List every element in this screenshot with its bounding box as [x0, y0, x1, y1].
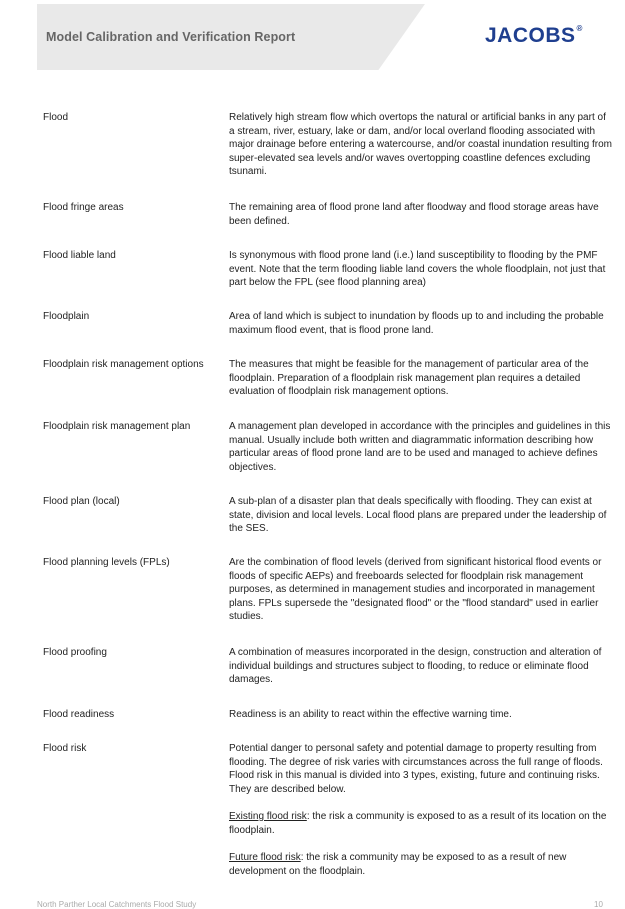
- glossary-term: Floodplain risk management options: [43, 359, 204, 370]
- future-flood-risk-label: Future flood risk: [229, 852, 301, 863]
- jacobs-logo: [485, 24, 583, 48]
- glossary-definition: The remaining area of flood prone land after floodway and flood storage areas have been defined.: [229, 202, 599, 227]
- logo-text: JACOBS: [485, 24, 576, 47]
- future-flood-risk-paragraph: [229, 851, 614, 878]
- logo-registered-mark: ®: [576, 24, 583, 33]
- existing-flood-risk-paragraph: [229, 810, 614, 837]
- glossary-definition: A sub-plan of a disaster plan that deals specifically with flooding. They can exist at state, division and local levels. Local flood plans are prepared under the leadership of the SES.: [229, 496, 607, 534]
- existing-flood-risk-text: : the risk a community is exposed to as a result of its location on the floodplain.: [229, 811, 607, 836]
- glossary-term: Flood proofing: [43, 647, 107, 658]
- glossary-definition-block: [229, 742, 614, 878]
- document-title: Model Calibration and Verification Report: [46, 30, 296, 44]
- glossary-term: Flood readiness: [43, 709, 115, 720]
- future-flood-risk-text: : the risk a community may be exposed to as a result of new development on the floodplain.: [229, 852, 567, 877]
- glossary-term: Flood planning levels (FPLs): [43, 557, 170, 568]
- glossary-definition: Potential danger to personal safety and potential damage to property resulting from flooding. The degree of risk varies with circumstances across the full range of floods. Flood risk in this manual is divided into 3 types, existing, future and continuing risks. They are described below.: [229, 743, 603, 795]
- glossary-term: Floodplain: [43, 311, 90, 322]
- glossary-definition: Area of land which is subject to inundation by floods up to and including the probable maximum flood event, that is flood prone land.: [229, 311, 604, 336]
- glossary-definition: A combination of measures incorporated in the design, construction and alteration of individual buildings and structures subject to flooding, to reduce or eliminate flood damages.: [229, 647, 602, 685]
- glossary-term: Flood plan (local): [43, 496, 120, 507]
- footer-page-number: 10: [594, 900, 603, 909]
- existing-flood-risk-label: Existing flood risk: [229, 811, 307, 822]
- glossary-definition: Are the combination of flood levels (derived from significant historical flood events or floods of specific AEPs) and freeboards selected for floodplain risk management purposes, as determined in management studies and incorporated in management plans. FPLs supersede the "designated flood" or the "flood standard" used in earlier studies.: [229, 557, 602, 622]
- glossary-definition: Readiness is an ability to react within the effective warning time.: [229, 709, 512, 720]
- glossary-definition: The measures that might be feasible for the management of particular area of the floodplain. Preparation of a floodplain risk management plan requires a detailed evaluation of floodplain risk management options.: [229, 359, 589, 397]
- glossary-definition: A management plan developed in accordance with the principles and guidelines in this manual. Usually include both written and diagrammatic information describing how particular areas of flood prone land are to be used and managed to achieve defines objectives.: [229, 421, 611, 473]
- glossary-definition: Is synonymous with flood prone land (i.e.) land susceptibility to flooding by the PMF event. Note that the term flooding liable land covers the whole floodplain, not just that part below the FPL (see flood planning area): [229, 250, 606, 288]
- glossary-term: Flood liable land: [43, 250, 116, 261]
- footer-project-name: North Parther Local Catchments Flood Study: [37, 900, 197, 909]
- glossary-term: Flood risk: [43, 743, 87, 754]
- glossary-term: Flood fringe areas: [43, 202, 124, 213]
- glossary-term: Flood: [43, 112, 69, 123]
- glossary-definition: Relatively high stream flow which overtops the natural or artificial banks in any part of a stream, river, estuary, lake or dam, and/or local overland flooding associated with major drainage before entering a watercourse, and/or coastal inundation resulting from super-elevated sea levels and/or waves overtopping coastline defences excluding tsunami.: [229, 112, 612, 177]
- glossary-term: Floodplain risk management plan: [43, 421, 191, 432]
